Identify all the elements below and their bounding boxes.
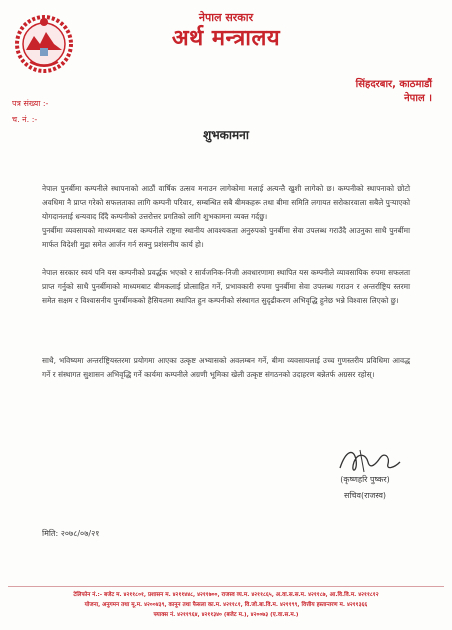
document-date: मिति: २०७८/०७/२१ [42,529,100,538]
document-title: शुभकामना [203,128,249,142]
government-name: नेपाल सरकार [198,11,254,24]
reference-number-label: पत्र संख्या :- [12,99,49,108]
paragraph: नेपाल पुनर्बीमा कम्पनीले स्थापनाको आठौं वार्षिक उत्सव मनाउन लागेकोमा मलाई अत्यन्तै खुशी लागेको छ। कम्पनीको स्थापनाको छोटो अवधिमा नै प्राप्त गरेको सफलताका लागि कम्पनी परिवार, सम्बन्धित सबै बीमकहरू तथा बीमा समिति लगायत सरोकारवाला सबैले पुऱ्याएको योगदानलाई धन्यवाद दिँदै कम्पनीको उत्तरोत्तर प्रगतिको लागि शुभकामना व्यक्त गर्दछु। [42,184,410,221]
paragraph: साथै, भविष्यमा अन्तर्राष्ट्रियस्तरमा प्रयोगमा आएका उत्कृष्ट अभ्यासको अवलम्बन गर्ने, बीमा व्यवसायलाई उच्च गुणस्तरीय प्रविधिमा आवद्ध गर्ने र संस्थागत सुशासन अभिवृद्धि गर्ने कार्यमा कम्पनीले अग्रणी भूमिका खेली उत्कृष्ट संगठनको उदाहरण बन्नेतर्फ अग्रसर रहोस्। [42,356,410,379]
signer-name: (कृष्णहरि पुष्कर) [340,475,390,484]
ministry-name: अर्थ मन्त्रालय [171,26,281,51]
paragraph: नेपाल सरकार स्वयं पनि यस कम्पनीको प्रवर्द्धक भएको र सार्वजनिक-निजी अवधारणामा स्थापित यस कम्पनीले व्यावसायिक रुपमा सफलता प्राप्त गर्नुको साथै पुनर्बीमाको माध्यमबाट बीमकलाई प्रोत्साहित गर्ने, प्रभावकारी रुपमा पुनर्बीमा सेवा उपलब्ध गराउन र अन्तर्राष्ट्रिय स्तरमा समेत सक्षम र विश्वासनीय पुनर्बीमकको हैसियतमा स्थापित हुन कम्पनीको संस्थागत सुदृढीकरण अभिवृद्धि हुनेछ भन्ने विश्वास लिएको छु। [42,268,410,305]
address-line-2: नेपाल । [404,93,432,104]
dispatch-number-label: च. नं. :- [12,115,38,124]
paragraph: पुनर्बीमा व्यवसायको माध्यमबाट यस कम्पनीले राष्ट्रमा स्थानीय आवश्यकता अनुरुपको पुनर्बीमा सेवा उपलब्ध गराउँदै आउनुका साथै पुनर्बीमा मार्फत विदेशी मुद्रा समेत आर्जन गर्न सक्नु प्रशंसनीय कार्य हो। [42,226,410,249]
footer-contact-line: टेलिफोन नं.:- बजेट म. ४२११८०१, प्रशासन म. ४२११४४८, ४२११७००, राजस्व व्य.म. ४२११८६५, अ.वा.स.स.म. ४२११८७, आ.वि.वि.म. ४२११८१२ [73,592,379,598]
footer-divider [8,586,444,587]
handwritten-signature [320,442,410,478]
footer-contact-line: योजना, अनुगमन तथा मू.म. ४२००४३९, कानून तथा फैसला का.म. ४२११८१, वि.जो.बा.वि.म. ४२११९९, वित्तीय हस्तान्तरण म. ४२११३६६ [84,602,368,608]
address-line-1: सिंहदरबार, काठमाडौं [355,79,432,90]
signer-title: सचिव(राजस्व) [343,491,387,500]
footer-fax-line: फ्याक्स नं. ४२११९६४, ४२११३४० (बजेट म.), ४२००७३ (ए.वा.स.म.) [153,612,299,618]
